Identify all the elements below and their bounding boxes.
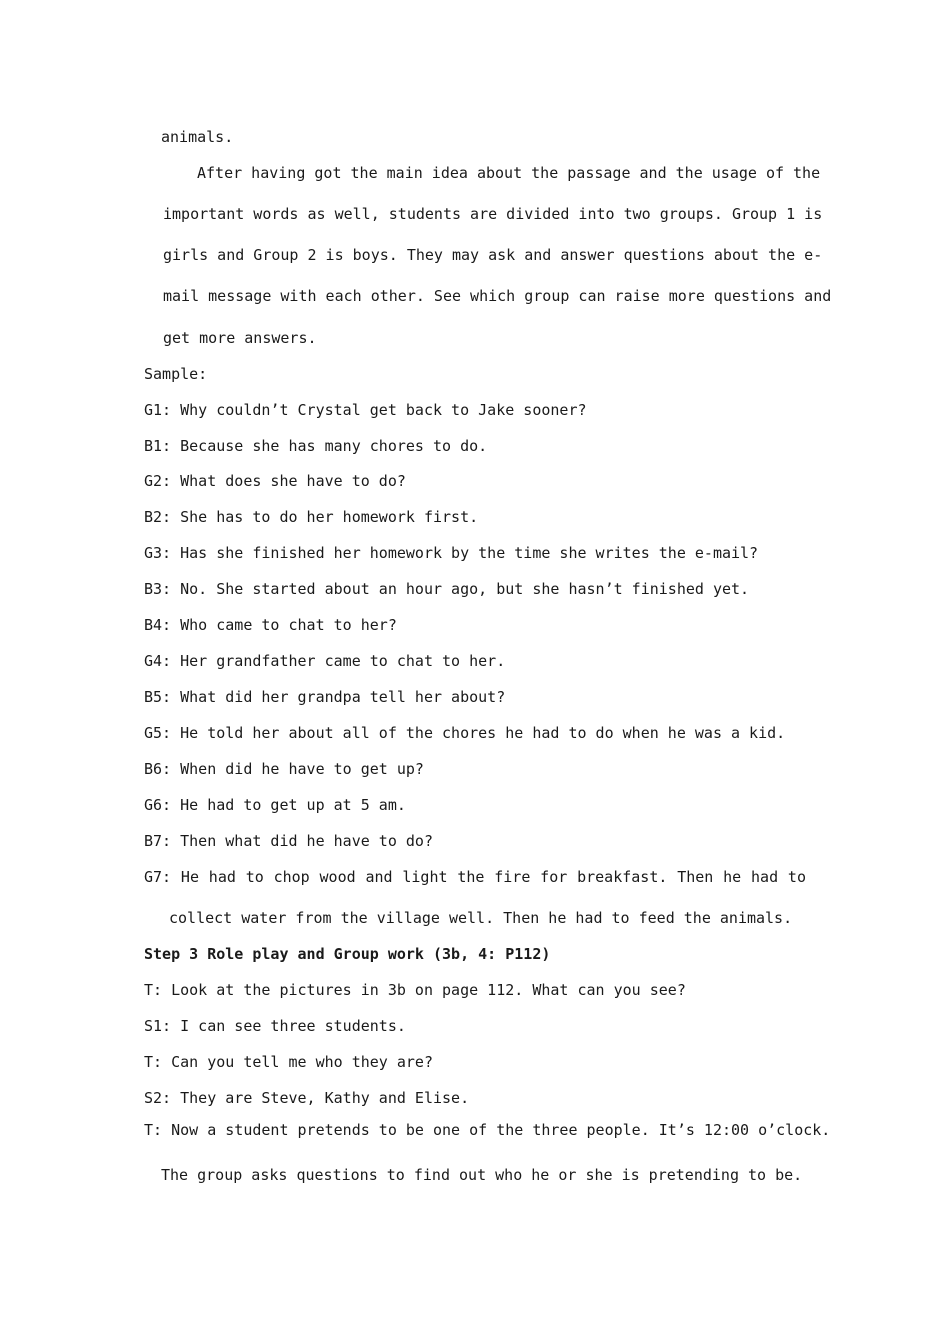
step3-dialogue-line: S1: I can see three students.	[144, 1017, 406, 1035]
sample-label: Sample:	[144, 365, 208, 383]
dialogue-line: B3: No. She started about an hour ago, but she hasn’t finished yet.	[144, 580, 750, 598]
dialogue-line: B6: When did he have to get up?	[144, 760, 424, 778]
dialogue-line: G1: Why couldn’t Crystal get back to Jake sooner?	[144, 401, 587, 419]
dialogue-line: B4: Who came to chat to her?	[144, 616, 397, 634]
dialogue-line: B7: Then what did he have to do?	[144, 832, 433, 850]
dialogue-line: B2: She has to do her homework first.	[144, 508, 479, 526]
g7-line-1: G7: He had to chop wood and light the fire for breakfast. Then he had to	[144, 868, 806, 886]
dialogue-line: B5: What did her grandpa tell her about?	[144, 688, 506, 706]
final-line-1: T: Now a student pretends to be one of the three people. It’s 12:00 o’clock.	[144, 1121, 831, 1139]
step3-dialogue-line: S2: They are Steve, Kathy and Elise.	[144, 1089, 470, 1107]
final-line-2: The group asks questions to find out who he or she is pretending to be.	[161, 1166, 803, 1184]
dialogue-line: G2: What does she have to do?	[144, 472, 406, 490]
intro-line-3: girls and Group 2 is boys. They may ask and answer questions about the e-	[163, 246, 823, 264]
g7-line-2: collect water from the village well. Then he had to feed the animals.	[169, 909, 793, 927]
intro-line-1: After having got the main idea about the passage and the usage of the	[197, 164, 821, 182]
step3-dialogue-line: T: Look at the pictures in 3b on page 112. What can you see?	[144, 981, 686, 999]
intro-line-2: important words as well, students are divided into two groups. Group 1 is	[163, 205, 823, 223]
intro-line-0: animals.	[161, 128, 234, 146]
dialogue-line: B1: Because she has many chores to do.	[144, 437, 488, 455]
dialogue-line: G3: Has she finished her homework by the time she writes the e-mail?	[144, 544, 759, 562]
dialogue-line: G5: He told her about all of the chores he had to do when he was a kid.	[144, 724, 786, 742]
intro-line-4: mail message with each other. See which group can raise more questions and	[163, 287, 832, 305]
dialogue-line: G6: He had to get up at 5 am.	[144, 796, 406, 814]
intro-line-5: get more answers.	[163, 329, 317, 347]
step3-dialogue-line: T: Can you tell me who they are?	[144, 1053, 433, 1071]
dialogue-line: G4: Her grandfather came to chat to her.	[144, 652, 506, 670]
step3-heading: Step 3 Role play and Group work (3b, 4: P112)	[144, 945, 551, 963]
